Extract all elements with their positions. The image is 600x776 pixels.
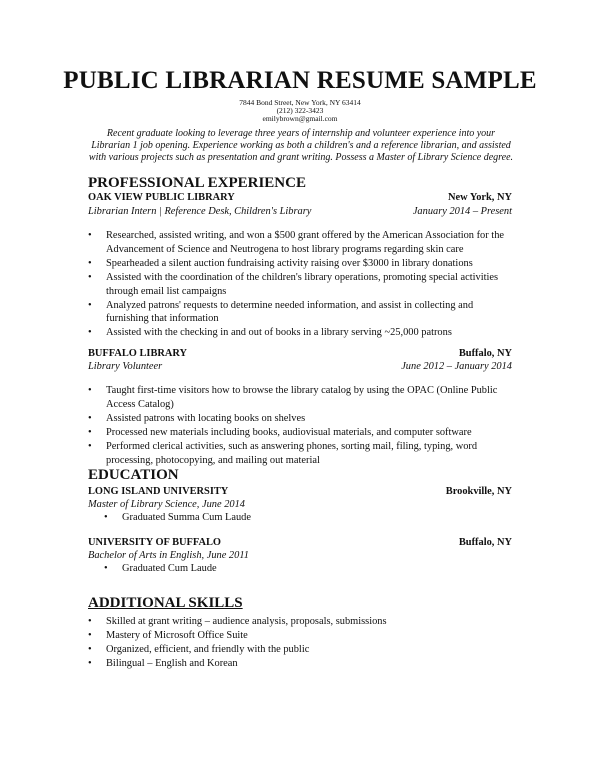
list-item bbox=[88, 629, 514, 643]
bullet-icon: • bbox=[88, 257, 92, 269]
list-item-text: Researched, assisted writing, and won a $500 grant offered by the American Association for the Advancement of Science and Neutrogena to host library programs regarding skin care bbox=[106, 230, 505, 255]
job-dates: January 2014 – Present bbox=[412, 206, 512, 217]
section-heading-skills: ADDITIONAL SKILLS bbox=[88, 595, 243, 611]
list-item bbox=[88, 657, 514, 671]
job-organization: OAK VIEW PUBLIC LIBRARY bbox=[88, 192, 235, 203]
bullet-icon: • bbox=[88, 385, 92, 396]
bullet-icon: • bbox=[88, 440, 92, 452]
list-item bbox=[88, 615, 514, 629]
list-item bbox=[88, 643, 514, 657]
summary-paragraph: Recent graduate looking to leverage three years of internship and volunteer experience into your Librarian 1 job opening. Experience working as both a children's and a reference librarian, and assisted with various projects such as presentation and grant writing. Possess a Master of Library Science degree. bbox=[88, 128, 514, 163]
school-location: Brookville, NY bbox=[445, 486, 512, 497]
bullet-icon: • bbox=[88, 616, 92, 627]
address-line: 7844 Bond Street, New York, NY 63414 bbox=[239, 98, 361, 107]
list-item-text: Skilled at grant writing – audience analysis, proposals, submissions bbox=[106, 616, 387, 627]
list-item bbox=[88, 511, 514, 525]
bullet-icon: • bbox=[88, 299, 92, 311]
list-item bbox=[88, 384, 514, 412]
list-item bbox=[88, 440, 514, 468]
bullet-icon: • bbox=[88, 271, 92, 283]
list-item-text: Graduated Cum Laude bbox=[122, 563, 217, 574]
section-heading-experience: PROFESSIONAL EXPERIENCE bbox=[88, 175, 306, 191]
section-heading-education: EDUCATION bbox=[88, 467, 179, 483]
bullet-icon: • bbox=[88, 629, 92, 641]
job-role: Librarian Intern | Reference Desk, Children's Library bbox=[88, 206, 312, 217]
list-item bbox=[88, 426, 514, 440]
bullet-icon: • bbox=[88, 426, 92, 438]
list-item bbox=[88, 299, 514, 327]
list-item-text: Performed clerical activities, such as answering phones, sorting mail, filing, typing, word processing, photocopying, and mailing out material bbox=[106, 440, 478, 466]
job-dates: June 2012 – January 2014 bbox=[401, 361, 512, 372]
list-item-text: Assisted with the checking in and out of books in a library serving ~25,000 patrons bbox=[106, 327, 452, 339]
list-item-text: Analyzed patrons' requests to determine needed information, and assist in collecting and furnishing that information bbox=[106, 299, 474, 325]
school-location: Buffalo, NY bbox=[458, 537, 512, 548]
phone-line: (212) 322-3423 bbox=[276, 106, 324, 115]
list-item-text: Graduated Summa Cum Laude bbox=[122, 512, 251, 523]
list-item-text: Taught first-time visitors how to browse the library catalog by using the OPAC (Online Public Access Catalog) bbox=[106, 385, 498, 410]
degree-text: Master of Library Science, June 2014 bbox=[88, 499, 245, 510]
school-name: UNIVERSITY OF BUFFALO bbox=[88, 537, 221, 548]
skills-bullet-list bbox=[88, 615, 514, 671]
school-name: LONG ISLAND UNIVERSITY bbox=[88, 486, 229, 497]
job-bullet-list bbox=[88, 384, 514, 467]
bullet-icon: • bbox=[88, 657, 92, 669]
school-bullet-list bbox=[88, 511, 514, 525]
list-item-text: Assisted with the coordination of the children's library operations, promoting special activities through email list campaigns bbox=[106, 271, 499, 297]
bullet-icon: • bbox=[88, 230, 92, 241]
job-role: Library Volunteer bbox=[88, 361, 163, 372]
degree-text: Bachelor of Arts in English, June 2011 bbox=[88, 550, 249, 561]
bullet-icon: • bbox=[104, 563, 108, 574]
list-item bbox=[88, 562, 514, 576]
list-item-text: Spearheaded a silent auction fundraising activity raising over $3000 in library donations bbox=[106, 257, 473, 269]
bullet-icon: • bbox=[104, 512, 108, 523]
bullet-icon: • bbox=[88, 327, 92, 339]
list-item-text: Assisted patrons with locating books on shelves bbox=[106, 412, 306, 424]
job-bullet-list bbox=[88, 229, 514, 340]
email-line: emilybrown@gmail.com bbox=[262, 114, 338, 123]
list-item bbox=[88, 271, 514, 299]
list-item-text: Bilingual – English and Korean bbox=[106, 657, 238, 669]
school-bullet-list bbox=[88, 562, 514, 576]
job-location: New York, NY bbox=[448, 192, 512, 203]
list-item bbox=[88, 257, 514, 271]
list-item bbox=[88, 326, 514, 340]
job-organization: BUFFALO LIBRARY bbox=[88, 348, 188, 359]
job-location: Buffalo, NY bbox=[458, 348, 512, 359]
bullet-icon: • bbox=[88, 643, 92, 655]
list-item bbox=[88, 412, 514, 426]
list-item bbox=[88, 229, 514, 257]
resume-title: PUBLIC LIBRARIAN RESUME SAMPLE bbox=[63, 67, 537, 94]
list-item-text: Organized, efficient, and friendly with the public bbox=[106, 643, 310, 655]
bullet-icon: • bbox=[88, 412, 92, 424]
list-item-text: Mastery of Microsoft Office Suite bbox=[106, 629, 248, 641]
list-item-text: Processed new materials including books, audiovisual materials, and computer software bbox=[106, 426, 472, 438]
